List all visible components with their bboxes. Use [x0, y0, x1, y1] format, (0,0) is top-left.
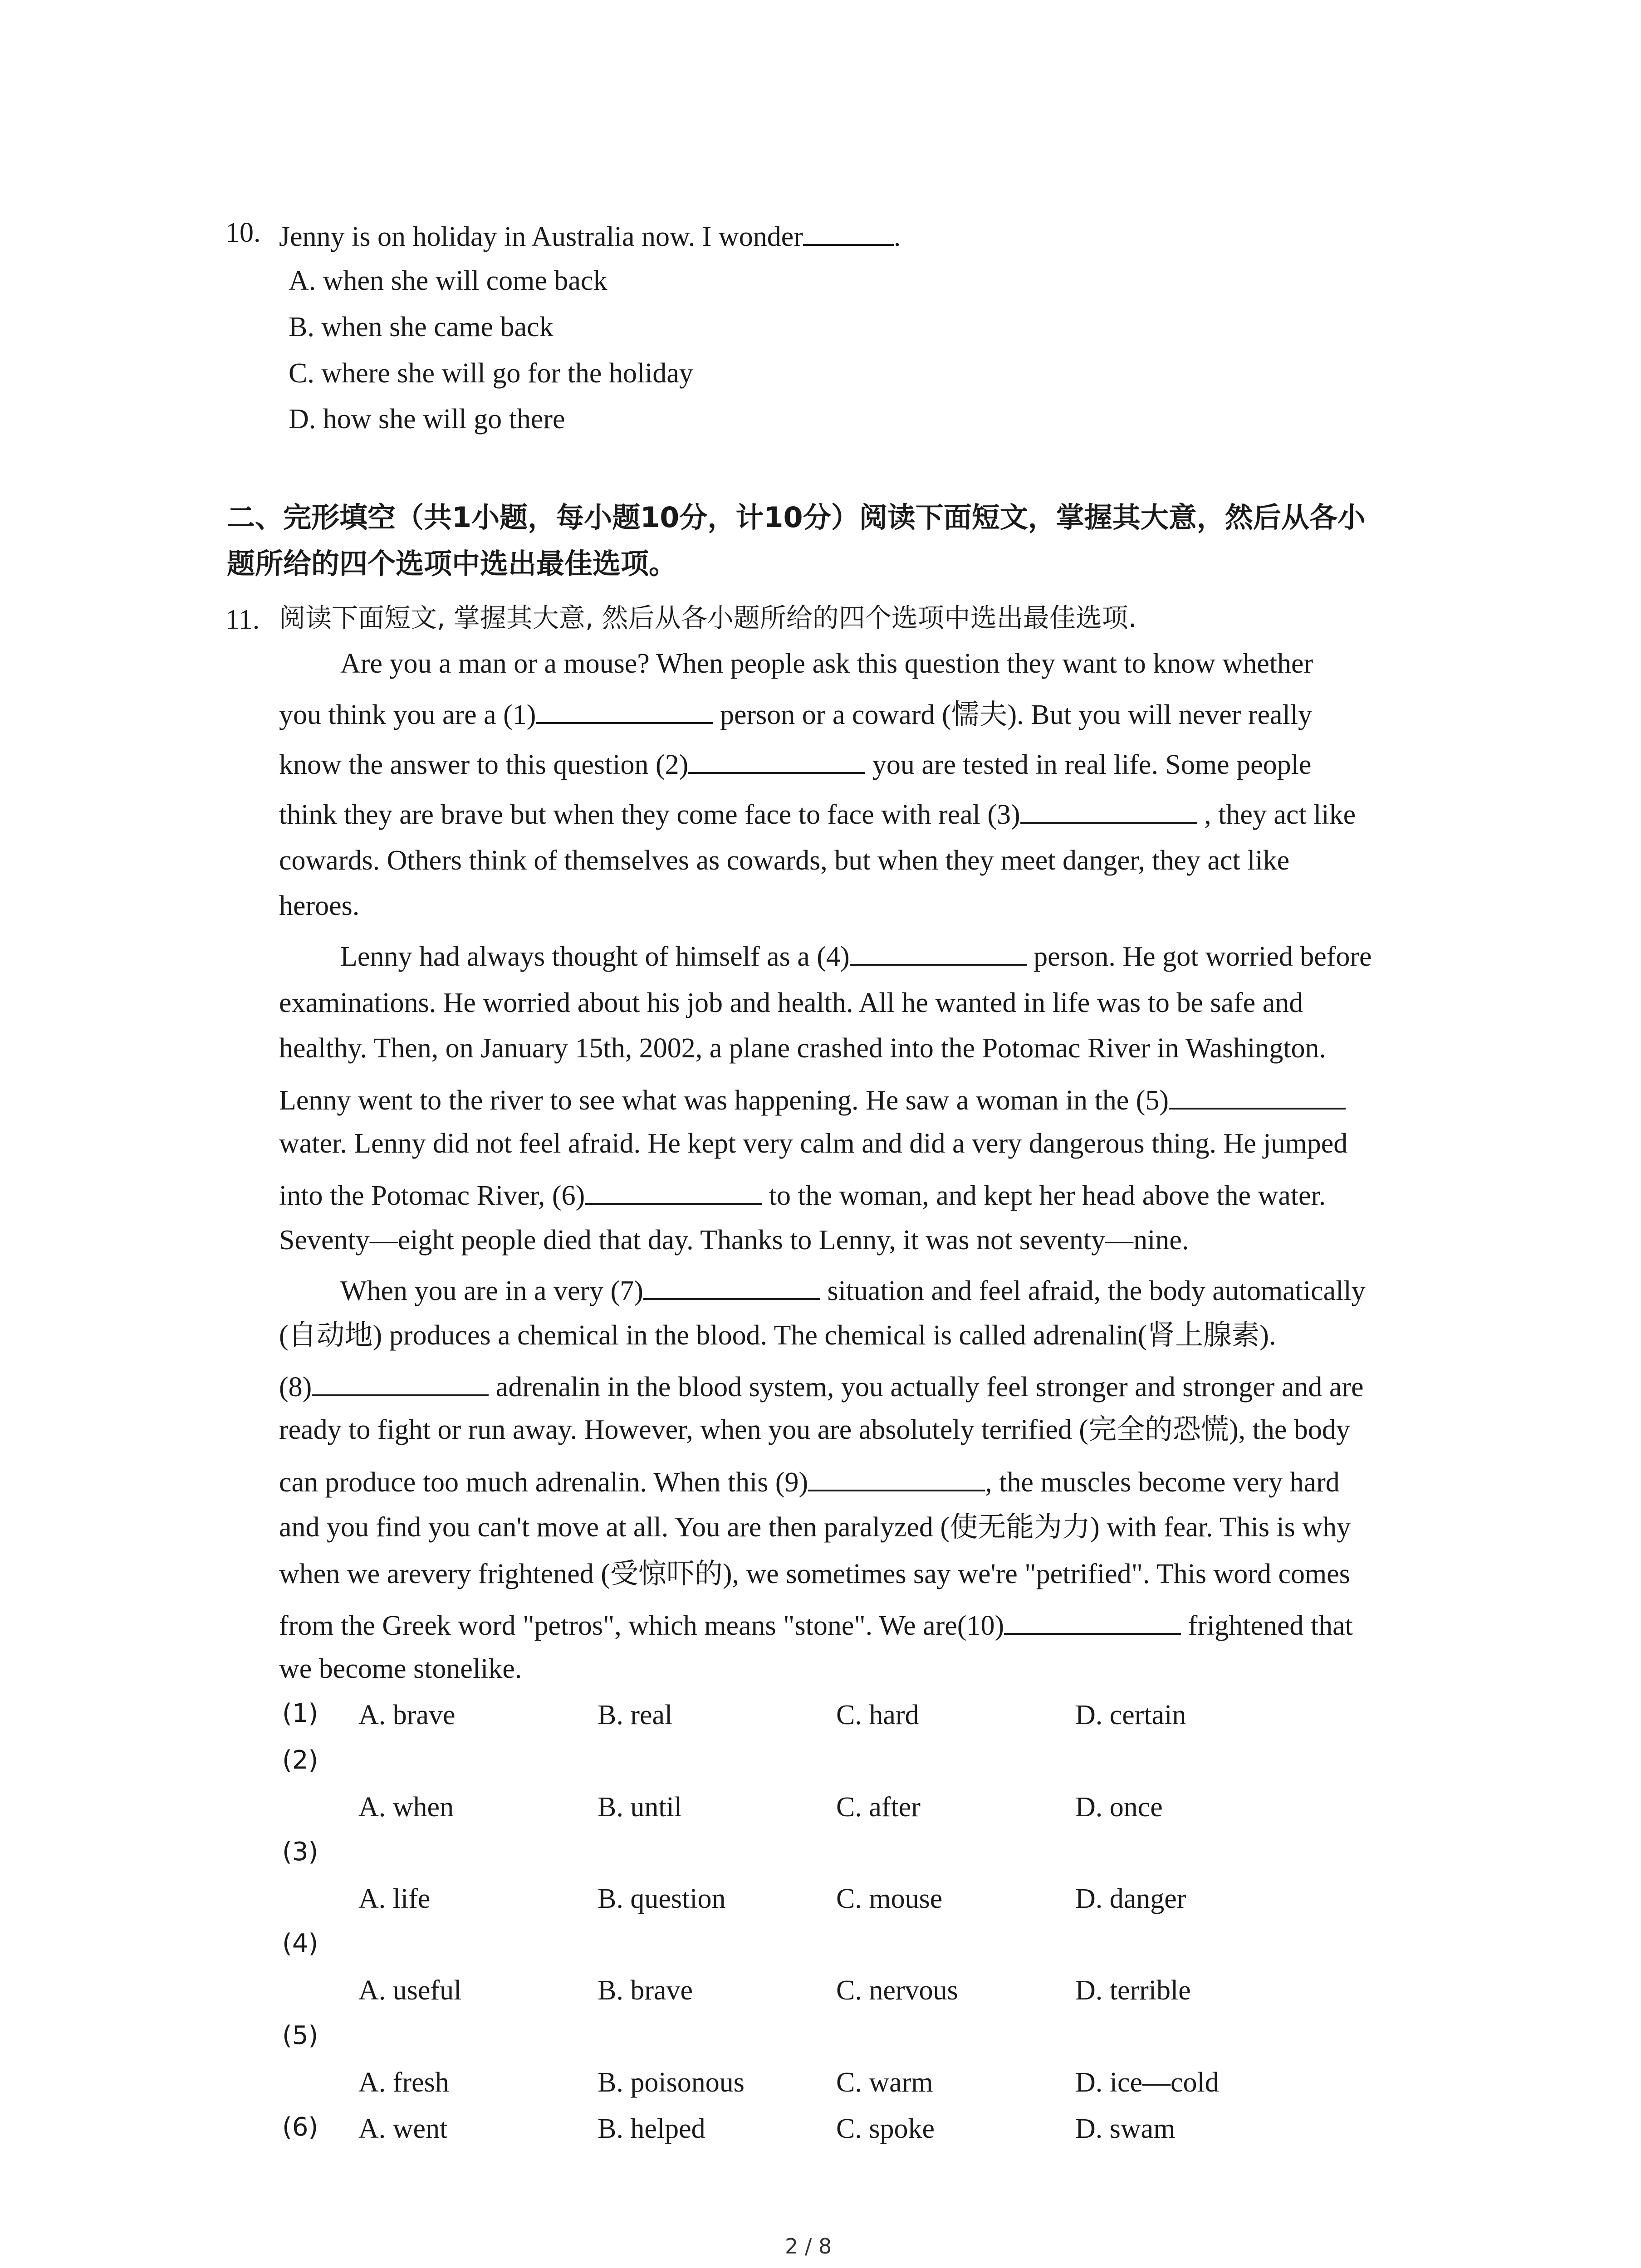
passage-line — [279, 1510, 1351, 1543]
text: you think you are a (1) — [279, 699, 536, 730]
passage-line: Seventy—eight people died that day. Thanks to Lenny, it was not seventy—nine. — [279, 1225, 1189, 1256]
passage-line: heroes. — [279, 890, 360, 921]
passage-line: examinations. He worried about his job and health. All he wanted in life was to be safe and — [279, 987, 1303, 1018]
question-11-instruction: 阅读下面短文, 掌握其大意, 然后从各小题所给的四个选项中选出最佳选项. — [279, 602, 1137, 633]
text: and you find you can't move at all. You are then paralyzed ( — [279, 1512, 950, 1543]
passage-line — [279, 1179, 1326, 1210]
passage-line: healthy. Then, on January 15th, 2002, a plane crashed into the Potomac River in Washington. — [279, 1033, 1327, 1064]
text: know the answer to this question (2) — [279, 749, 689, 780]
passage-line — [279, 1609, 1353, 1640]
text: ( — [279, 1320, 289, 1351]
option-c: C. nervous — [836, 1975, 958, 2006]
text: from the Greek word "petros", which means "stone". We are(10) — [279, 1610, 1004, 1641]
gloss: 受惊吓的 — [610, 1557, 723, 1590]
option-a: A. when — [358, 1792, 454, 1823]
passage-line — [340, 940, 1372, 971]
answer-blank — [803, 220, 894, 246]
option-a: A. fresh — [358, 2067, 449, 2098]
item-label: (2) — [282, 1745, 318, 1775]
text: when we arevery frightened ( — [279, 1559, 610, 1589]
text: person or a coward ( — [713, 699, 951, 730]
text: frightened that — [1181, 1610, 1353, 1641]
page-number: 2 / 8 — [785, 2234, 832, 2258]
passage-line: water. Lenny did not feel afraid. He kept very calm and did a very dangerous thing. He jumped — [279, 1128, 1348, 1159]
question-number: 10. — [225, 217, 261, 248]
option-a: A. useful — [358, 1975, 462, 2006]
text: person. He got worried before — [1026, 941, 1372, 972]
passage-line: cowards. Others think of themselves as cowards, but when they meet danger, they act like — [279, 845, 1290, 876]
text: , the muscles become very hard — [985, 1467, 1340, 1498]
passage-line — [340, 1275, 1366, 1305]
option-b: B. real — [598, 1700, 673, 1730]
item-label: (6) — [282, 2112, 318, 2142]
text: Lenny went to the river to see what was happening. He saw a woman in the (5) — [279, 1085, 1169, 1116]
blank-10 — [1004, 1609, 1181, 1635]
passage-line — [279, 1084, 1346, 1114]
passage-line — [279, 798, 1356, 829]
text: think they are brave but when they come face to face with real (3) — [279, 799, 1020, 830]
gloss: 懦夫 — [951, 698, 1008, 731]
option-a: A. when she will come back — [289, 265, 607, 296]
blank-7 — [643, 1275, 820, 1300]
blank-4 — [850, 940, 1027, 966]
option-c: C. after — [836, 1792, 921, 1823]
text: can produce too much adrenalin. When this (9) — [279, 1467, 808, 1498]
passage-line — [279, 1318, 1276, 1351]
section-heading-line1: 二、完形填空（共1小题，每小题10分，计10分）阅读下面短文，掌握其大意，然后从各小 — [227, 501, 1366, 534]
option-d: D. swam — [1075, 2113, 1176, 2144]
text: ), the body — [1229, 1414, 1350, 1445]
text: to the woman, and kept her head above the water. — [762, 1180, 1326, 1211]
option-d: D. danger — [1075, 1883, 1186, 1914]
option-c: C. spoke — [836, 2113, 935, 2144]
item-label: (5) — [282, 2021, 318, 2050]
option-b: B. brave — [598, 1975, 693, 2006]
question-10-stem — [279, 220, 901, 251]
option-b: B. helped — [598, 2113, 705, 2144]
blank-8 — [312, 1371, 489, 1396]
text: ), we sometimes say we're "petrified". This word comes — [722, 1559, 1350, 1589]
passage-line: we become stonelike. — [279, 1653, 522, 1684]
option-c: C. mouse — [836, 1883, 943, 1914]
gloss: 自动地 — [288, 1318, 373, 1351]
option-d: D. certain — [1075, 1700, 1186, 1730]
option-c: C. hard — [836, 1700, 919, 1730]
option-a: A. brave — [358, 1700, 456, 1730]
option-b: B. when she came back — [289, 312, 554, 342]
option-d: D. how she will go there — [289, 404, 565, 435]
option-b: B. poisonous — [598, 2067, 745, 2098]
text: (8) — [279, 1372, 312, 1403]
option-c: C. where she will go for the holiday — [289, 358, 693, 389]
blank-9 — [808, 1466, 985, 1491]
option-d: D. once — [1075, 1792, 1163, 1823]
blank-2 — [688, 748, 865, 774]
passage-line — [279, 1466, 1340, 1496]
blank-5 — [1169, 1084, 1346, 1110]
text: you are tested in real life. Some people — [865, 749, 1312, 780]
text: Lenny had always thought of himself as a (4) — [340, 941, 850, 972]
text: When you are in a very (7) — [340, 1276, 643, 1306]
blank-1 — [536, 699, 713, 724]
gloss: 完全的恐慌 — [1088, 1413, 1229, 1446]
option-a: A. went — [358, 2113, 448, 2144]
text: ready to fight or run away. However, when you are absolutely terrified ( — [279, 1414, 1088, 1445]
text: ) with fear. This is why — [1090, 1512, 1351, 1543]
gloss: 肾上腺素 — [1147, 1318, 1260, 1351]
text: situation and feel afraid, the body automatically — [820, 1276, 1366, 1306]
passage-line — [279, 1415, 1350, 1444]
text: adrenalin in the blood system, you actually feel stronger and stronger and are — [489, 1372, 1364, 1403]
section-heading-line2: 题所给的四个选项中选出最佳选项。 — [227, 547, 677, 580]
option-d: D. ice—cold — [1075, 2067, 1219, 2098]
option-b: B. until — [598, 1792, 682, 1823]
passage-line — [279, 748, 1311, 779]
text: ). But you will never really — [1007, 699, 1313, 730]
stem-text: Jenny is on holiday in Australia now. I wonder — [279, 221, 803, 252]
text: ). — [1259, 1320, 1276, 1351]
text: , they act like — [1197, 799, 1356, 830]
stem-end: . — [893, 221, 901, 252]
item-label: (4) — [282, 1929, 318, 1958]
option-c: C. warm — [836, 2067, 933, 2098]
blank-6 — [585, 1179, 762, 1205]
option-a: A. life — [358, 1883, 431, 1914]
option-d: D. terrible — [1075, 1975, 1191, 2006]
text: ) produces a chemical in the blood. The chemical is called adrenalin( — [372, 1320, 1147, 1351]
question-number: 11. — [225, 604, 260, 635]
option-b: B. question — [598, 1883, 726, 1914]
passage-line — [279, 1371, 1364, 1401]
text: into the Potomac River, (6) — [279, 1180, 585, 1211]
passage-line — [279, 699, 1312, 729]
gloss: 使无能为力 — [950, 1510, 1091, 1543]
item-label: (3) — [282, 1837, 318, 1867]
item-label: (1) — [282, 1699, 318, 1728]
passage-line — [279, 1559, 1350, 1588]
blank-3 — [1020, 798, 1197, 824]
passage-line: Are you a man or a mouse? When people ask this question they want to know whether — [340, 648, 1313, 679]
